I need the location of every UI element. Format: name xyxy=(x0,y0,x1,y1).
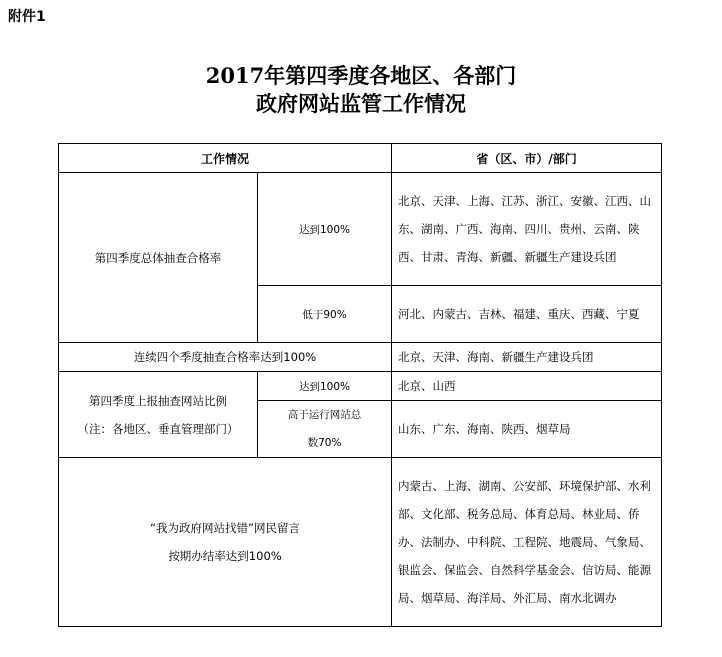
overall-pass-sub2-regions: 河北、内蒙古、吉林、福建、重庆、西藏、宁夏 xyxy=(392,286,662,343)
report-ratio-label xyxy=(59,372,258,458)
error-report-label-line2: 按期办结率达到100% xyxy=(168,549,282,563)
table-row-consecutive xyxy=(59,343,662,372)
header-region: 省（区、市）/部门 xyxy=(392,144,662,173)
consecutive-regions: 北京、天津、海南、新疆生产建设兵团 xyxy=(392,343,662,372)
report-ratio-sub2-label xyxy=(258,401,392,458)
page-title-line1: 2017年第四季度各地区、各部门 xyxy=(205,63,517,88)
consecutive-label: 连续四个季度抽查合格率达到100% xyxy=(59,343,392,372)
overall-pass-label: 第四季度总体抽查合格率 xyxy=(59,173,258,343)
report-ratio-sub2-label-line2: 数70% xyxy=(307,437,342,449)
attachment-label: 附件1 xyxy=(8,9,46,25)
report-ratio-sub2-label-line1: 高于运行网站总 xyxy=(287,409,362,421)
error-report-regions: 内蒙古、上海、湖南、公安部、环境保护部、水利部、文化部、税务总局、体育总局、林业局、侨办、法制办、中科院、工程院、地震局、气象局、银监会、保监会、自然科学基金会、信访局、能源局、烟草局、海洋局、外汇局、南水北调办 xyxy=(392,458,662,627)
report-ratio-sub1-regions: 北京、山西 xyxy=(392,372,662,401)
report-ratio-label-line2: （注：各地区、垂直管理部门） xyxy=(77,421,239,436)
error-report-label xyxy=(59,458,392,627)
table-header-row xyxy=(59,144,662,173)
page-title-line2: 政府网站监管工作情况 xyxy=(256,91,466,116)
report-table xyxy=(58,143,662,627)
report-ratio-label-line1: 第四季度上报抽查网站比例 xyxy=(89,393,227,408)
header-work: 工作情况 xyxy=(59,144,392,173)
overall-pass-sub1-label: 达到100% xyxy=(258,173,392,286)
overall-pass-sub2-label: 低于90% xyxy=(258,286,392,343)
report-ratio-sub2-regions: 山东、广东、海南、陕西、烟草局 xyxy=(392,401,662,458)
table-row-error-report xyxy=(59,458,662,627)
overall-pass-sub1-regions: 北京、天津、上海、江苏、浙江、安徽、江西、山东、湖南、广西、海南、四川、贵州、云南、陕西、甘肃、青海、新疆、新疆生产建设兵团 xyxy=(392,173,662,286)
table-row-overall-pass-full xyxy=(59,173,662,286)
error-report-label-line1: “我为政府网站找错”网民留言 xyxy=(150,521,300,535)
report-ratio-sub1-label: 达到100% xyxy=(258,372,392,401)
table-row-report-ratio-full xyxy=(59,372,662,401)
